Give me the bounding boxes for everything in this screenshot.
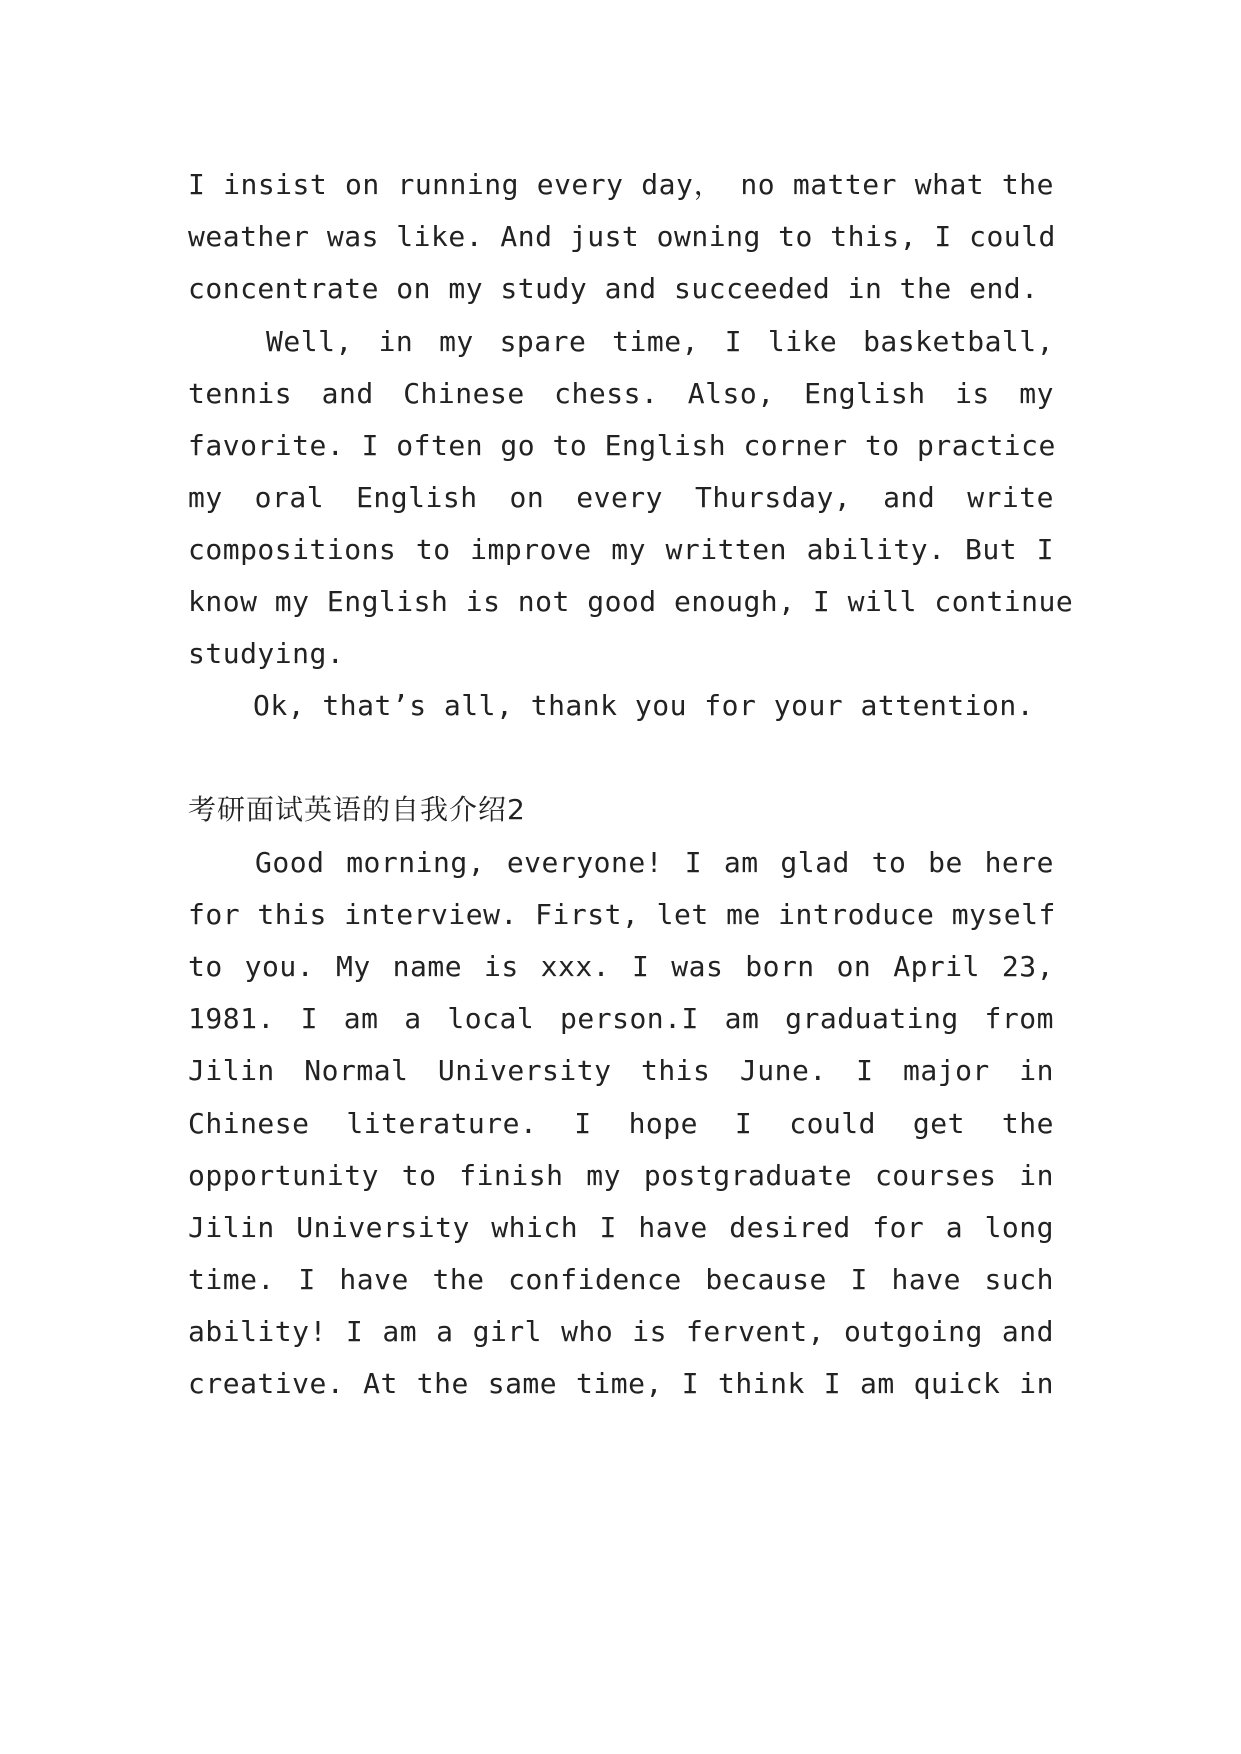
paragraph-1-line-2: weather was like. And just owning to this, I could — [188, 220, 1056, 253]
paragraph-2-line-3: favorite. I often go to English corner to practice — [188, 429, 1056, 462]
paragraph-2-line-6: know my English is not good enough, I will continue — [188, 585, 1074, 618]
paragraph-2-line-5: compositions to improve my written ability. But I — [188, 533, 1054, 566]
paragraph-2-line-7: studying. — [188, 637, 345, 670]
paragraph-3-line-1: Ok, that’s all, thank you for your attention. — [253, 689, 1035, 722]
paragraph-4-line-5: Jilin Normal University this June. I major in — [188, 1054, 1054, 1087]
section-heading: 考研面试英语的自我介绍2 — [188, 793, 526, 826]
paragraph-4-line-8: Jilin University which I have desired for a long — [188, 1211, 1054, 1244]
paragraph-4-line-7: opportunity to finish my postgraduate courses in — [188, 1159, 1054, 1192]
paragraph-2-line-1: Well, in my spare time, I like basketball, — [266, 325, 1054, 358]
paragraph-4-line-6: Chinese literature. I hope I could get the — [188, 1107, 1054, 1140]
paragraph-2-line-4: my oral English on every Thursday, and write — [188, 481, 1054, 514]
paragraph-4-line-10: ability! I am a girl who is fervent, outgoing and — [188, 1315, 1054, 1348]
paragraph-4-line-3: to you. My name is xxx. I was born on April 23, — [188, 950, 1054, 983]
paragraph-4-line-4: 1981. I am a local person.I am graduating from — [188, 1002, 1054, 1035]
paragraph-4-line-1: Good morning, everyone! I am glad to be here — [255, 846, 1054, 879]
paragraph-1-line-3: concentrate on my study and succeeded in the end. — [188, 272, 1039, 305]
paragraph-4-line-2: for this interview. First, let me introduce myself — [188, 898, 1056, 931]
paragraph-4-line-11: creative. At the same time, I think I am quick in — [188, 1367, 1054, 1400]
paragraph-2-line-2: tennis and Chinese chess. Also, English is my — [188, 377, 1054, 410]
paragraph-1-line-1: I insist on running every day， no matter what the — [188, 168, 1054, 201]
paragraph-4-line-9: time. I have the confidence because I have such — [188, 1263, 1054, 1296]
